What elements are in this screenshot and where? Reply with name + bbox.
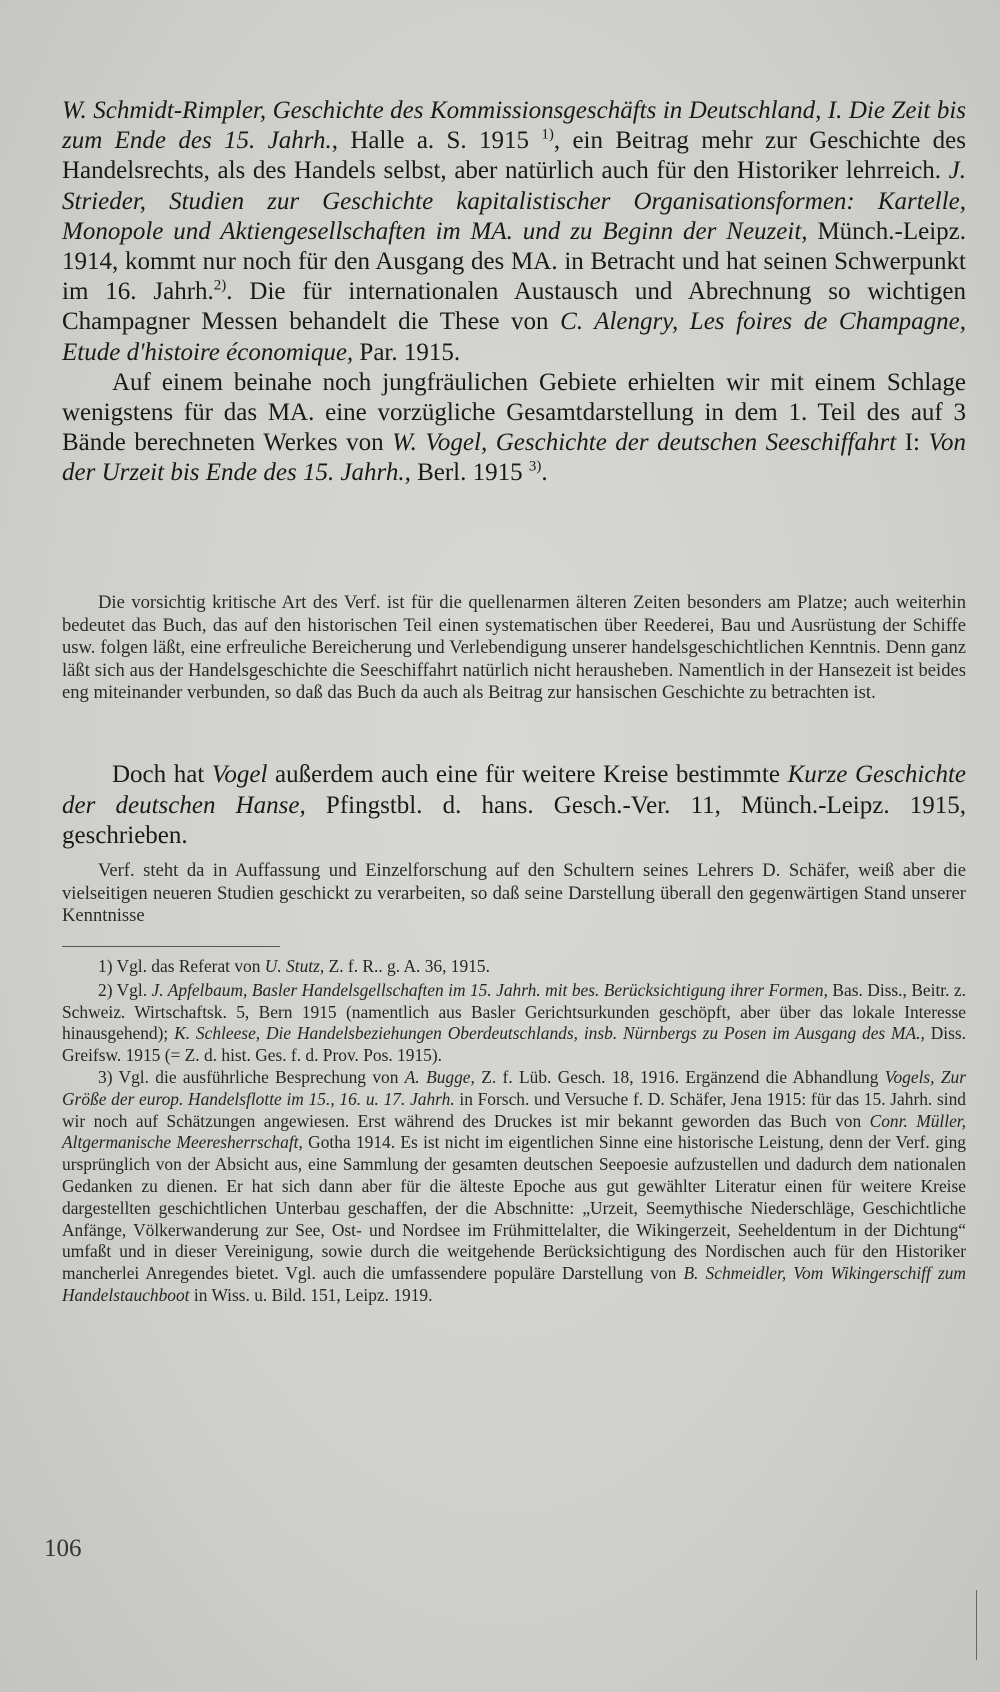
footnote-ref-1: 1) xyxy=(541,126,554,143)
citation-vogel: W. Vogel, Geschichte der deutschen Seeschiffahrt xyxy=(392,429,897,457)
small-print-paragraph-1: Die vorsichtig kritische Art des Verf. ist für die quellenarmen älteren Zeiten besonders am Platze; auch weiterhin bedeutet das Buch, das auf den historischen Teil einen systematischen über Reederei, Bau und Ausrüstung der Schiffe usw. folgen läßt, eine erfreuliche Bereicherung und Verlebendigung unserer handelsgeschichtlichen Kenntnis. Denn ganz läßt sich aus der Handelsgeschichte die Seeschiffahrt natürlich nicht herausheben. Namentlich in der Hansezeit ist beides eng miteinander verbunden, so daß das Buch da auch als Beitrag zur hansischen Geschichte zu betrachten ist. xyxy=(62,592,966,704)
paragraph-2: Auf einem beinahe noch jungfräulichen Gebiete erhielten wir mit einem Schlage wenigstens für das MA. eine vorzügliche Gesamtdarstellung in dem 1. Teil des auf 3 Bände berechneten Werkes von W. Vogel, Geschichte der deutschen Seeschiffahrt I: Von der Urzeit bis Ende des 15. Jahrh., Berl. 1915 $^{3)}$. xyxy=(62,368,967,487)
citation-alengry: C. Alengry, Les foires de Champagne, Etude d'histoire économique, xyxy=(62,308,967,366)
main-text xyxy=(62,96,966,489)
footnote-ref-3: 3) xyxy=(528,459,542,476)
footnote-2: 2) Vgl. J. Apfelbaum, Basler Handelsgellschaften im 15. Jahrh. mit bes. Berücksichtigung ihrer Formen, Bas. Diss., Beitr. z. Schweiz. Wirtschaftsk. 5, Bern 1915 (namentlich aus Basler Gerichtsurkunden geschöpft, aber über das lokale Interesse hinausgehend); K. Schleese, Die Handelsbeziehungen Oberdeutschlands, insb. Nürnbergs zu Posen im Ausgang des MA., Diss. Greifsw. 1915 (= Z. d. hist. Ges. f. d. Prov. Pos. 1915). xyxy=(62,979,966,1066)
footnotes xyxy=(62,956,966,1307)
small-print-paragraph-2: Verf. steht da in Auffassung und Einzelforschung auf den Schultern seines Lehrers D. Schäfer, weiß aber die vielseitigen neueren Studien geschickt zu verarbeiten, so daß seine Darstellung überall den gegenwärtigen Stand unserer Kenntnisse xyxy=(62,860,966,927)
footnote-1: 1) Vgl. das Referat von U. Stutz, Z. f. R.. g. A. 36, 1915. xyxy=(98,956,490,976)
paragraph-1: W. Schmidt-Rimpler, Geschichte des Kommissionsgeschäfts in Deutschland, I. Die Zeit bis zum Ende des 15. Jahrh., Halle a. S. 1915 $^{1)}$, ein Beitrag mehr zur Geschichte des Handelsrechts, als des Handels selbst, aber natürlich auch für den Historiker lehrreich. J. Strieder, Studien zur Geschichte kapitalistischer Organisationsformen: Kartelle, Monopole und Aktiengesellschaften im MA. und zu Beginn der Neuzeit, Münch.-Leipz. 1914, kommt nur noch für den Ausgang des MA. in Betracht und hat seinen Schwerpunkt im 16. Jahrh.$^{2)}$. Die für internationalen Austausch und Abrechnung so wichtigen Champagner Messen behandelt die These von C. Alengry, Les foires de Champagne, Etude d'histoire économique, Par. 1915. xyxy=(62,97,967,366)
page-number: 106 xyxy=(44,1535,82,1562)
footnote-rule xyxy=(62,946,280,947)
footnote-ref-2: 2) xyxy=(213,277,227,294)
paragraph-vogel-hanse: Doch hat Vogel außerdem auch eine für weitere Kreise bestimmte Kurze Geschichte der deutschen Hanse, Pfingstbl. d. hans. Gesch.-Ver. 11, Münch.-Leipz. 1915, geschrieben. xyxy=(62,761,967,850)
margin-pencil-mark xyxy=(976,1590,977,1660)
citation-strieder: J. Strieder, Studien zur Geschichte kapitalistischer Organisationsformen: Kartelle, Monopole und Aktiengesellschaften im MA. und zu Beginn der Neuzeit, xyxy=(62,157,966,245)
footnote-3: 3) Vgl. die ausführliche Besprechung von A. Bugge, Z. f. Lüb. Gesch. 18, 1916. Ergänzend die Abhandlung Vogels, Zur Größe der europ. Handelsflotte im 15., 16. u. 17. Jahrh. in Forsch. und Versuche f. D. Schäfer, Jena 1915: für das 15. Jahrh. sind wir noch auf Schätzungen angewiesen. Erst während des Druckes ist mir bekannt geworden das Buch von Conr. Müller, Altgermanische Meeresherrschaft, Gotha 1914. Es ist nicht im eigentlichen Sinne eine historische Leistung, denn der Verf. ging ursprünglich von der Absicht aus, eine Sammlung der gesamten deutschen Seepoesie aufzustellen und dadurch dem nationalen Gedanken zu dienen. Er hat sich dann aber für die älteste Epoche aus gut gewählter Literatur einen für weitere Kreise dargestellten geschichtlichen Unterbau geschaffen, der die Abschnitte: „Urzeit, Seemythische Niederschläge, Geschichtliche Anfänge, Völkerwanderung zur See, Ost- und Nordsee im Frühmittelalter, die Wikingerzeit, Seeheldentum in der Dichtung“ umfaßt und in dieser Vereinigung, sowie durch die weitgehende Berücksichtigung des Nordischen auch für den Historiker mancherlei Anregendes bietet. Vgl. auch die umfassendere populäre Darstellung von B. Schmeidler, Vom Wikingerschiff zum Handelstauchboot in Wiss. u. Bild. 151, Leipz. 1919. xyxy=(62,1066,966,1305)
citation-kurze-geschichte: Kurze Geschichte der deutschen Hanse, xyxy=(62,761,967,819)
citation-schmidt-rimpler: W. Schmidt-Rimpler, Geschichte des Kommissionsgeschäfts in Deutschland, I. Die Zeit bis zum Ende des 15. Jahrh. xyxy=(62,97,966,155)
